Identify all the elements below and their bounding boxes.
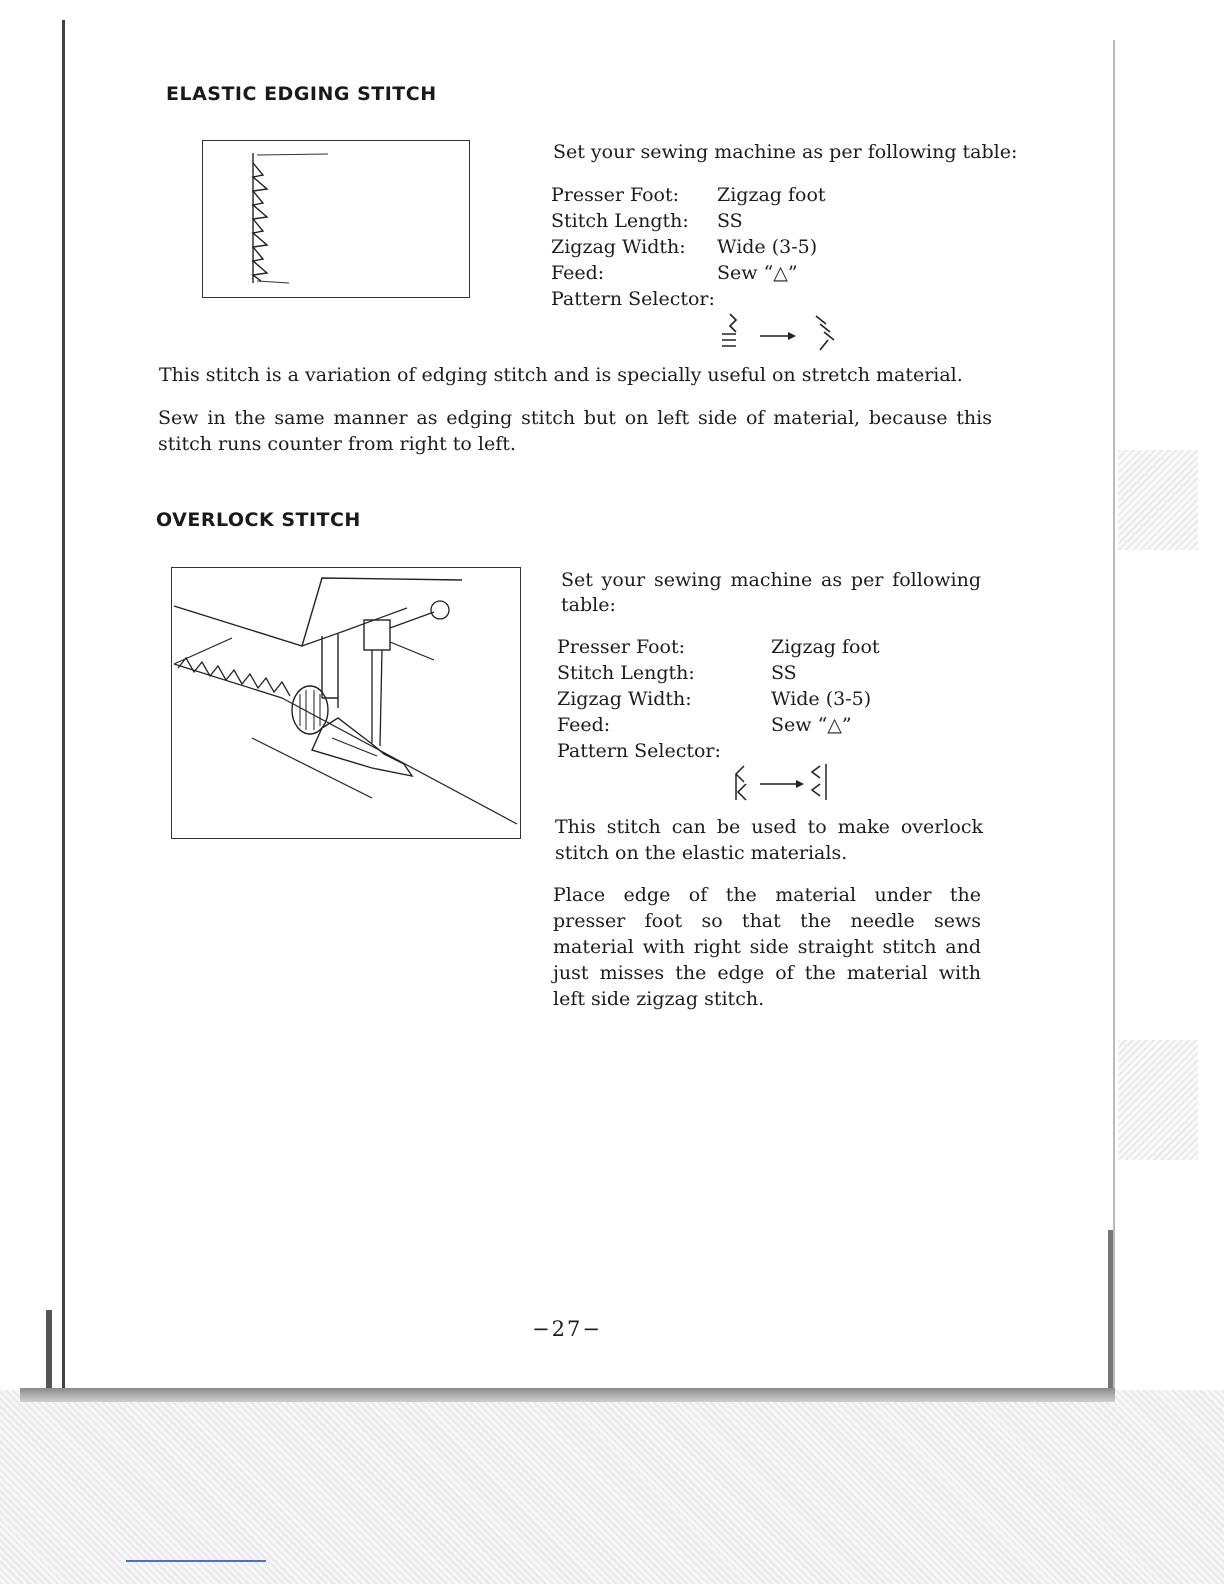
- setting-value: Zigzag foot: [771, 636, 880, 658]
- scan-edge-right-thick: [1108, 1230, 1113, 1410]
- elastic-description-1: This stitch is a variation of edging stitch and is specially useful on stretch material.: [159, 364, 963, 386]
- setting-row-presser-foot: [551, 184, 826, 210]
- elastic-edging-stitch-illustration: [202, 140, 470, 298]
- setting-value: Wide (3-5): [771, 688, 872, 710]
- overlock-settings-table: [557, 636, 880, 766]
- setting-label: Stitch Length:: [557, 662, 695, 684]
- setting-value: SS: [717, 210, 743, 232]
- setting-label: Stitch Length:: [551, 210, 689, 232]
- setting-label: Pattern Selector:: [551, 288, 715, 310]
- setting-value: Wide (3-5): [717, 236, 818, 258]
- section-title-overlock: OVERLOCK STITCH: [156, 509, 361, 531]
- scan-noise: [1118, 1040, 1198, 1160]
- page-number: −27−: [532, 1317, 602, 1341]
- setting-label: Feed:: [557, 714, 611, 736]
- setting-row-zigzag-width: [551, 236, 826, 262]
- elastic-settings-table: [551, 184, 826, 314]
- elastic-pattern-selector-icon: [716, 310, 846, 352]
- setting-value: Sew “△”: [771, 714, 852, 736]
- setting-row-feed: [551, 262, 826, 288]
- setting-label: Feed:: [551, 262, 605, 284]
- scan-edge-right: [1113, 40, 1115, 1390]
- scan-bottom-area: [0, 1390, 1224, 1584]
- setting-label: Zigzag Width:: [551, 236, 686, 258]
- setting-label: Presser Foot:: [551, 184, 680, 206]
- setting-row-stitch-length: [551, 210, 826, 236]
- setting-row-feed: [557, 714, 880, 740]
- overlock-description-1: This stitch can be used to make overlock stitch on the elastic materials.: [555, 816, 983, 864]
- overlock-presser-foot-illustration: [171, 567, 521, 839]
- setting-row-presser-foot: [557, 636, 880, 662]
- scan-noise: [1118, 450, 1198, 550]
- setting-value: SS: [771, 662, 797, 684]
- scan-edge-left-thick: [46, 1310, 52, 1400]
- setting-row-zigzag-width: [557, 688, 880, 714]
- overlock-intro-text: Set your sewing machine as per following table:: [561, 569, 981, 616]
- scan-edge-left: [62, 20, 65, 1390]
- setting-label: Pattern Selector:: [557, 740, 721, 762]
- setting-value: Zigzag foot: [717, 184, 826, 206]
- elastic-intro-text: Set your sewing machine as per following table:: [553, 141, 1018, 163]
- setting-row-stitch-length: [557, 662, 880, 688]
- overlock-pattern-selector-icon: [730, 760, 840, 804]
- setting-value: Sew “△”: [717, 262, 798, 284]
- setting-label: Zigzag Width:: [557, 688, 692, 710]
- setting-label: Presser Foot:: [557, 636, 686, 658]
- selection-line: [126, 1560, 266, 1562]
- overlock-description-2: Place edge of the material under the presser foot so that the needle sews material with right side straight stitch and just misses the edge of the material with left side zigzag stitch.: [553, 884, 981, 1010]
- scan-bottom-edge: [20, 1388, 1115, 1402]
- elastic-edging-stitch-drawing: [203, 141, 469, 297]
- overlock-presser-foot-drawing: [172, 568, 520, 838]
- elastic-description-2: Sew in the same manner as edging stitch but on left side of material, because this stitch runs counter from right to left.: [158, 407, 992, 455]
- section-title-elastic-edging: ELASTIC EDGING STITCH: [166, 83, 437, 105]
